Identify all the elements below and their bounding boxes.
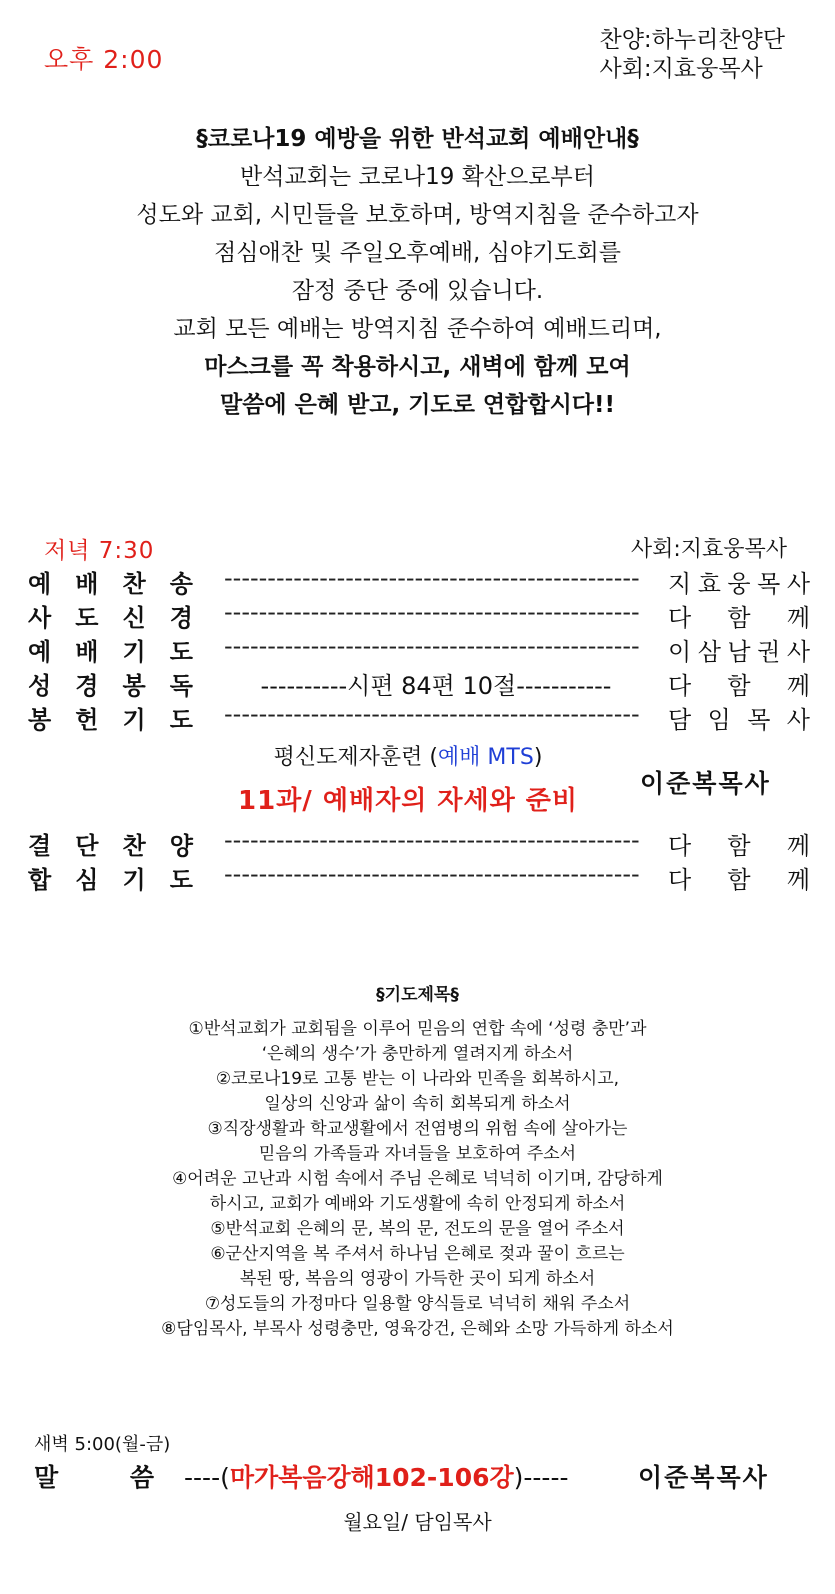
leader-char: 께 [786, 604, 810, 632]
closing-item-row [28, 860, 810, 894]
service-item-leader [668, 632, 810, 667]
label-char: 사 [28, 604, 52, 632]
label-char: 봉 [122, 672, 146, 700]
leader-char: 이 [668, 638, 692, 666]
leader-char: 함 [727, 866, 751, 894]
leader-char: 함 [727, 604, 751, 632]
leader-char: 다 [668, 832, 692, 860]
label-char: 신 [122, 604, 146, 632]
service-item-label [28, 564, 193, 599]
dash-leader: ------------------------------------------------ [224, 564, 640, 592]
leader-char: 삼 [697, 638, 721, 666]
dash-leader: ------------------------------------------------ [224, 700, 640, 728]
prayer-line: 믿음의 가족들과 자녀들을 보호하여 주소서 [258, 1144, 577, 1164]
label-char: 경 [169, 604, 193, 632]
closing-item-label [28, 860, 193, 895]
dawn-sermon-row [34, 1458, 794, 1498]
leader-char: 께 [786, 832, 810, 860]
service-item-label [28, 598, 193, 633]
label-char: 말 [34, 1463, 59, 1492]
service-item-row [28, 632, 810, 666]
label-char: 도 [169, 706, 193, 734]
label-char: 봉 [28, 706, 52, 734]
service-item-leader [668, 598, 810, 633]
notice-title: §코로나19 예방을 위한 반석교회 예배안내§ [196, 126, 639, 152]
label-char: 예 [28, 570, 52, 598]
leader-char: 임 [707, 706, 731, 734]
label-char: 씀 [129, 1463, 154, 1492]
evening-host: 사회:지효웅목사 [630, 537, 787, 562]
training-lesson: 11과/ 예배자의 자세와 준비 [238, 786, 578, 816]
leader-char: 다 [668, 866, 692, 894]
prayer-line: 하시고, 교회가 예배와 기도생활에 속히 안정되게 하소서 [209, 1194, 626, 1214]
closing-item-leader [668, 826, 810, 861]
closing-item-row [28, 826, 810, 860]
covid-notice [0, 120, 835, 424]
service-item-row [28, 564, 810, 598]
prayer-line: 일상의 신앙과 삶이 속히 회복되게 하소서 [264, 1094, 571, 1114]
leader-char: 사 [786, 706, 810, 734]
leader-char: 함 [727, 832, 751, 860]
closing-item-leader [668, 860, 810, 895]
label-char: 기 [122, 706, 146, 734]
leader-char: 다 [668, 604, 692, 632]
label-char: 합 [28, 866, 52, 894]
label-char: 기 [122, 866, 146, 894]
label-char: 배 [75, 638, 99, 666]
leader-char: 사 [786, 638, 810, 666]
dash-leader: ------------------------------------------------ [224, 860, 640, 888]
prayer-line: ⑦성도들의 가정마다 일용할 양식들로 넉넉히 채워 주소서 [204, 1294, 631, 1314]
label-char: 독 [169, 672, 193, 700]
notice-line: 잠정 중단 중에 있습니다. [291, 278, 544, 304]
prayer-list [0, 1017, 835, 1342]
service-item-leader [668, 666, 810, 701]
notice-line: 교회 모든 예배는 방역지침 준수하여 예배드리며, [173, 316, 662, 342]
service-item-row [28, 700, 810, 734]
dash-left: ----( [184, 1463, 230, 1492]
prayer-line: ‘은혜의 생수’가 충만하게 열려지게 하소서 [261, 1044, 574, 1064]
leader-char: 다 [668, 672, 692, 700]
sermon-series: 마가복음강해102-106강 [229, 1463, 514, 1492]
notice-line: 반석교회는 코로나19 확산으로부터 [240, 164, 595, 190]
prayer-line: 복된 땅, 복음의 영광이 가득한 곳이 되게 하소서 [239, 1269, 596, 1289]
label-char: 찬 [122, 570, 146, 598]
leader-char: 지 [668, 570, 692, 598]
label-char: 기 [122, 638, 146, 666]
label-char: 결 [28, 832, 52, 860]
choir-credit: 찬양:하누리찬양단 [599, 27, 785, 53]
prayer-line: ⑥군산지역을 복 주셔서 하나님 은혜로 젖과 꿀이 흐르는 [210, 1244, 625, 1264]
label-char: 경 [75, 672, 99, 700]
leader-char: 권 [757, 638, 781, 666]
training-title: 평신도제자훈련 [273, 745, 423, 770]
prayer-line: ④어려운 고난과 시험 속에서 주님 은혜로 넉넉히 이기며, 감당하게 [172, 1169, 663, 1189]
leader-char: 함 [727, 672, 751, 700]
label-char: 예 [28, 638, 52, 666]
label-char: 헌 [75, 706, 99, 734]
leader-char: 웅 [727, 570, 751, 598]
service-item-leader [668, 700, 810, 735]
dawn-time: 새벽 5:00(월-금) [34, 1434, 171, 1455]
leader-char: 남 [727, 638, 751, 666]
dawn-sermon-title [184, 1458, 569, 1494]
label-char: 심 [75, 866, 99, 894]
label-char: 성 [28, 672, 52, 700]
prayer-title: §기도제목§ [376, 985, 459, 1005]
afternoon-credits [600, 26, 786, 84]
leader-char: 목 [747, 706, 771, 734]
label-char: 찬 [122, 832, 146, 860]
label-char: 단 [75, 832, 99, 860]
dash-leader: ------------------------------------------------ [224, 632, 640, 660]
leader-char: 효 [697, 570, 721, 598]
service-item-leader [668, 564, 810, 599]
dawn-sermon-leader: 이준복목사 [638, 1463, 769, 1492]
dash-leader: ------------------------------------------------ [224, 826, 640, 854]
training-tag: 예배 MTS [437, 745, 534, 770]
leader-char: 께 [786, 866, 810, 894]
dash-right: )----- [513, 1463, 569, 1492]
label-char: 양 [169, 832, 193, 860]
monday-note: 월요일/ 담임목사 [343, 1510, 492, 1534]
service-item-label [28, 700, 193, 735]
dash-leader: ------------------------------------------------ [224, 598, 640, 626]
dawn-sermon-label [34, 1458, 154, 1494]
notice-line: 점심애찬 및 주일오후예배, 심야기도회를 [214, 240, 621, 266]
notice-bold-line: 마스크를 꼭 착용하시고, 새벽에 함께 모여 [204, 354, 631, 380]
closing-item-label [28, 826, 193, 861]
leader-char: 목 [757, 570, 781, 598]
prayer-line: ②코로나19로 고통 받는 이 나라와 민족을 회복하시고, [215, 1069, 620, 1089]
prayer-line: ⑤반석교회 은혜의 문, 복의 문, 전도의 문을 열어 주소서 [210, 1219, 625, 1239]
prayer-line: ①반석교회가 교회됨을 이루어 믿음의 연합 속에 ‘성령 충만’과 [188, 1019, 647, 1039]
label-char: 도 [75, 604, 99, 632]
leader-char: 께 [786, 672, 810, 700]
label-char: 배 [75, 570, 99, 598]
service-item-label [28, 666, 193, 701]
label-char: 송 [169, 570, 193, 598]
prayer-line: ③직장생활과 학교생활에서 전염병의 위험 속에 살아가는 [207, 1119, 628, 1139]
discipleship-training: 평신도제자훈련 (예배 MTS) [273, 745, 543, 770]
service-item-row [28, 666, 810, 700]
training-leader: 이준복목사 [640, 769, 771, 798]
label-char: 도 [169, 638, 193, 666]
label-char: 도 [169, 866, 193, 894]
service-item-label [28, 632, 193, 667]
afternoon-time: 오후 2:00 [44, 45, 164, 74]
host-credit: 사회:지효웅목사 [599, 56, 763, 82]
notice-bold-line: 말씀에 은혜 받고, 기도로 연합합시다!! [219, 392, 615, 418]
scripture-passage: ----------시편 84편 10절----------- [260, 672, 612, 700]
evening-time: 저녁 7:30 [44, 538, 155, 564]
leader-char: 담 [668, 706, 692, 734]
service-item-row [28, 598, 810, 632]
prayer-line: ⑧담임목사, 부목사 성령충만, 영육강건, 은혜와 소망 가득하게 하소서 [161, 1319, 674, 1339]
notice-line: 성도와 교회, 시민들을 보호하며, 방역지침을 준수하고자 [136, 202, 699, 228]
leader-char: 사 [786, 570, 810, 598]
